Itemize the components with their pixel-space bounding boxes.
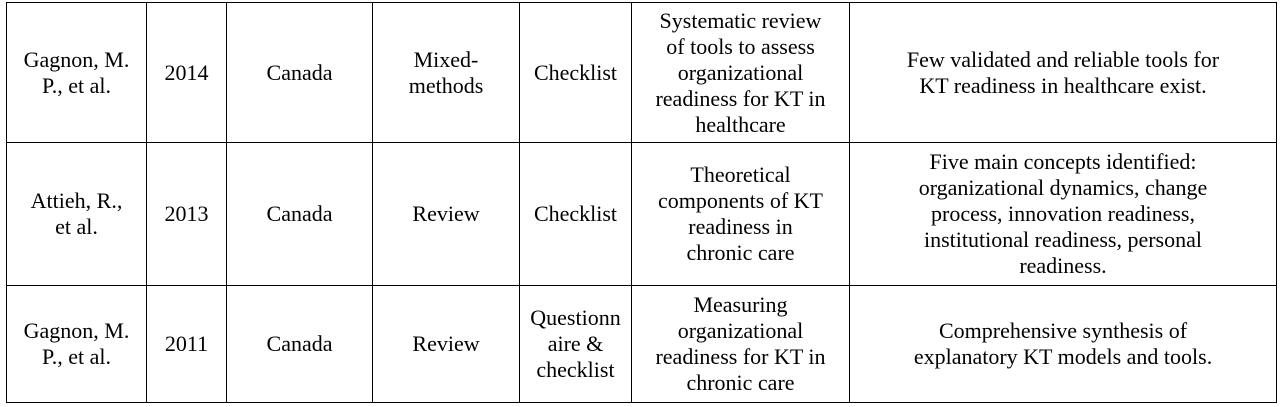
country-text: Canada xyxy=(266,331,333,356)
year-text: 2011 xyxy=(164,331,209,356)
country-cell xyxy=(227,3,373,143)
design-text: Review xyxy=(412,331,480,356)
year-cell xyxy=(147,3,227,143)
instrument-cell xyxy=(520,3,632,143)
instrument-text: Checklist xyxy=(533,59,618,85)
country-text: Canada xyxy=(266,201,333,226)
focus-text: Theoretical components of KT readiness in chronic care xyxy=(658,162,823,265)
design-cell xyxy=(373,286,520,403)
design-text: Review xyxy=(412,201,480,226)
author-text: Attieh, R., et al. xyxy=(30,188,123,239)
country-cell xyxy=(227,286,373,403)
author-text: Gagnon, M. P., et al. xyxy=(23,46,130,98)
table-row xyxy=(7,143,1277,286)
year-cell xyxy=(147,143,227,286)
design-cell xyxy=(373,143,520,286)
studies-table xyxy=(6,2,1277,403)
year-text: 2013 xyxy=(164,201,209,226)
table-row xyxy=(7,3,1277,143)
year-cell xyxy=(147,286,227,403)
author-text: Gagnon, M. P., et al. xyxy=(23,318,130,369)
findings-cell xyxy=(850,286,1277,403)
findings-cell xyxy=(850,3,1277,143)
focus-text: Measuring organizational readiness for KT in chronic care xyxy=(655,292,826,395)
findings-text: Comprehensive synthesis of explanatory KT models and tools. xyxy=(913,318,1213,369)
design-cell xyxy=(373,3,520,143)
focus-cell xyxy=(632,3,850,143)
focus-cell xyxy=(632,143,850,286)
focus-text: Systematic review of tools to assess organizational readiness for KT in healthcare xyxy=(655,7,826,137)
instrument-text: Questionn aire & checklist xyxy=(530,305,621,382)
author-cell xyxy=(7,286,147,403)
focus-cell xyxy=(632,286,850,403)
instrument-cell xyxy=(520,286,632,403)
design-text: Mixed- methods xyxy=(408,46,484,98)
country-cell xyxy=(227,143,373,286)
author-cell xyxy=(7,143,147,286)
instrument-cell xyxy=(520,143,632,286)
findings-text: Few validated and reliable tools for KT readiness in healthcare exist. xyxy=(906,46,1220,98)
table-row xyxy=(7,286,1277,403)
author-cell xyxy=(7,3,147,143)
findings-cell xyxy=(850,143,1277,286)
instrument-text: Checklist xyxy=(533,201,618,226)
year-text: 2014 xyxy=(164,59,209,85)
country-text: Canada xyxy=(266,59,333,85)
findings-text: Five main concepts identified: organizational dynamics, change process, innovation readiness, institutional readiness, personal readiness. xyxy=(918,149,1208,278)
